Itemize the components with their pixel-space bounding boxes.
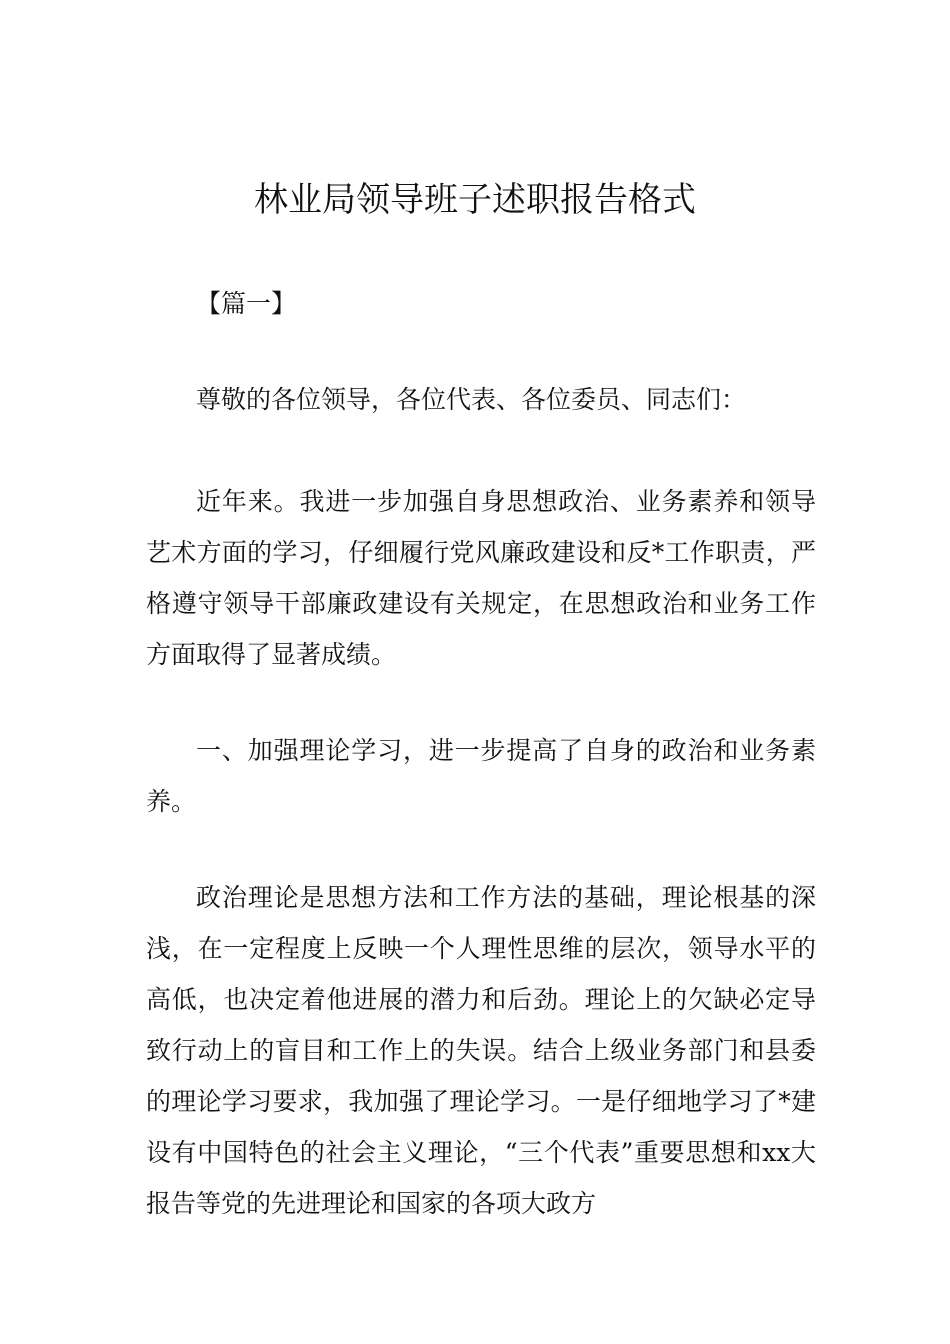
document-title: 林业局领导班子述职报告格式	[254, 180, 696, 220]
section-heading-paragraph: 一、加强理论学习，进一步提高了自身的政治和业务素养。	[146, 736, 816, 816]
intro-paragraph: 近年来。我进一步加强自身思想政治、业务素养和领导艺术方面的学习，仔细履行党风廉政建设和反*工作职责，严格遵守领导干部廉政建设有关规定，在思想政治和业务工作方面取得了显著成绩。	[146, 487, 816, 669]
section-label: 【篇一】	[196, 289, 297, 318]
body-paragraph: 政治理论是思想方法和工作方法的基础，理论根基的深浅，在一定程度上反映一个人理性思维的层次，领导水平的高低，也决定着他进展的潜力和后劲。理论上的欠缺必定导致行动上的盲目和工作上的失误。结合上级业务部门和县委的理论学习要求，我加强了理论学习。一是仔细地学习了*建设有中国特色的社会主义理论，“三个代表”重要思想和xx大报告等党的先进理论和国家的各项大政方	[146, 883, 816, 1218]
salutation-paragraph: 尊敬的各位领导，各位代表、各位委员、同志们：	[196, 385, 747, 414]
